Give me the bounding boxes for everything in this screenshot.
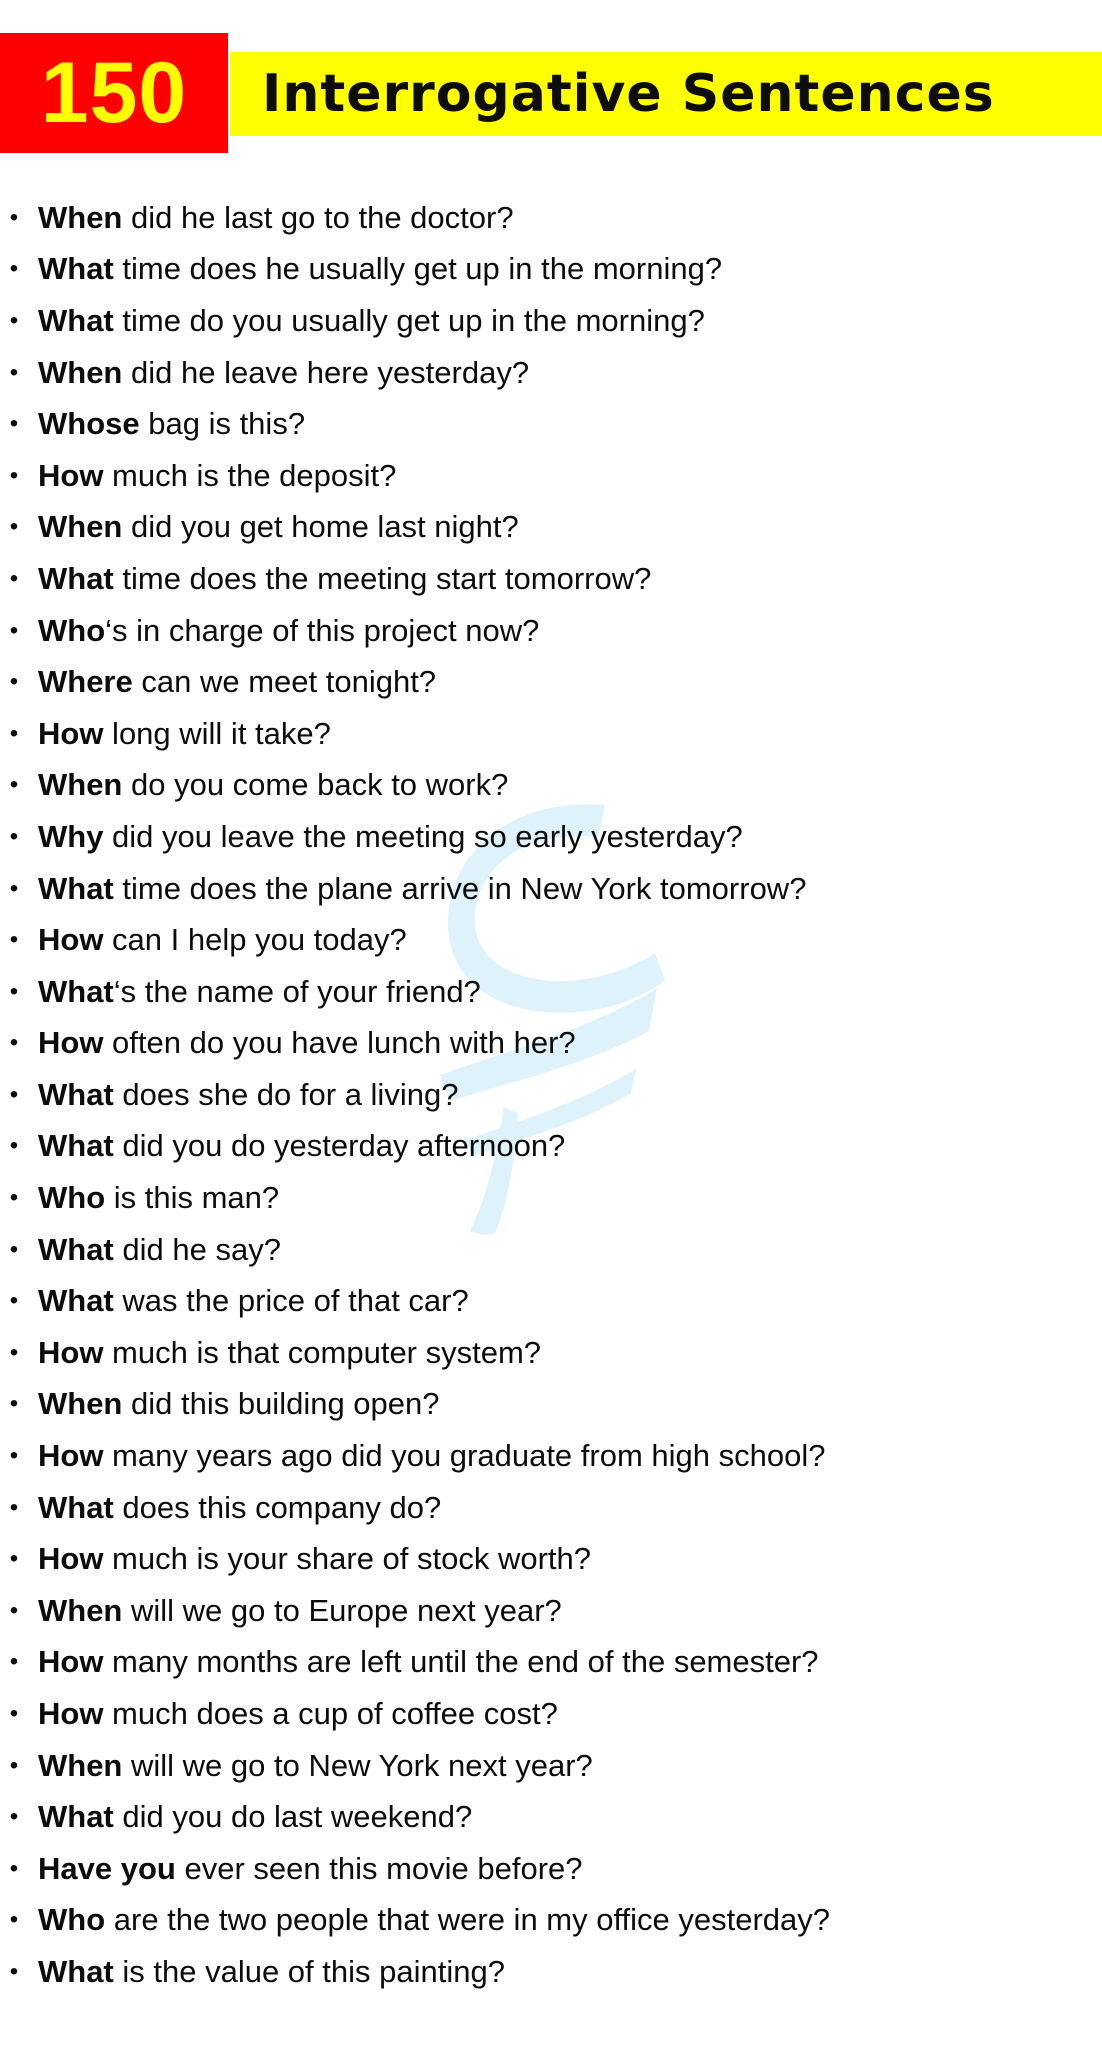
question-rest: time does the plane arrive in New York tomorrow? (113, 870, 807, 906)
bullet-icon: • (9, 1957, 19, 1985)
question-keyword: What (38, 1953, 114, 1989)
question-item (6, 347, 1092, 399)
question-keyword: When (38, 1747, 123, 1783)
question-item (6, 863, 1092, 915)
question-keyword: What (38, 302, 114, 338)
question-keyword: When (38, 354, 123, 390)
question-rest: time does the meeting start tomorrow? (113, 560, 652, 596)
bullet-icon: • (9, 1132, 19, 1160)
question-item (6, 1533, 1092, 1585)
question-item (6, 450, 1092, 502)
question-list (6, 192, 1092, 1998)
question-keyword: Who (38, 1180, 106, 1216)
question-rest: many years ago did you graduate from high school? (103, 1438, 826, 1474)
count-label: 150 (40, 45, 188, 141)
bullet-icon: • (9, 203, 19, 231)
question-item (6, 966, 1092, 1018)
question-keyword: When (38, 199, 123, 235)
bullet-icon: • (9, 1338, 19, 1366)
question-item (6, 1791, 1092, 1843)
bullet-icon: • (9, 1184, 19, 1212)
question-rest: ‘s in charge of this project now? (105, 612, 540, 648)
bullet-icon: • (9, 1493, 19, 1521)
question-item (6, 1224, 1092, 1276)
bullet-icon: • (9, 1080, 19, 1108)
question-keyword: How (38, 715, 104, 751)
bullet-icon: • (9, 926, 19, 954)
question-keyword: When (38, 1386, 123, 1422)
question-rest: can we meet tonight? (132, 664, 437, 700)
question-item (6, 1327, 1092, 1379)
question-item (6, 1637, 1092, 1689)
question-keyword: When (38, 767, 123, 803)
question-rest: many months are left until the end of the semester? (103, 1644, 819, 1680)
question-keyword: What (38, 1489, 114, 1525)
question-rest: does she do for a living? (113, 1076, 459, 1112)
question-item (6, 1482, 1092, 1534)
question-item (6, 811, 1092, 863)
question-keyword: What (38, 1231, 114, 1267)
question-keyword: When (38, 509, 123, 545)
question-rest: will we go to New York next year? (122, 1747, 593, 1783)
question-rest: much does a cup of coffee cost? (103, 1696, 558, 1732)
question-keyword: What (38, 973, 114, 1009)
question-item (6, 192, 1092, 244)
question-rest: ‘s the name of your friend? (113, 973, 481, 1009)
bullet-icon: • (9, 255, 19, 283)
question-item (6, 1740, 1092, 1792)
question-item (6, 295, 1092, 347)
bullet-icon: • (9, 461, 19, 489)
bullet-icon: • (9, 306, 19, 334)
question-rest: often do you have lunch with her? (103, 1025, 576, 1061)
question-keyword: Who (38, 612, 106, 648)
question-keyword: What (38, 251, 114, 287)
bullet-icon: • (9, 1235, 19, 1263)
question-keyword: When (38, 1592, 123, 1628)
bullet-icon: • (9, 1287, 19, 1315)
bullet-icon: • (9, 668, 19, 696)
bullet-icon: • (9, 1700, 19, 1728)
bullet-icon: • (9, 410, 19, 438)
question-rest: was the price of that car? (113, 1283, 469, 1319)
question-item (6, 1946, 1092, 1998)
bullet-icon: • (9, 1854, 19, 1882)
question-item (6, 1843, 1092, 1895)
question-rest: time do you usually get up in the morning? (113, 302, 705, 338)
question-item (6, 1379, 1092, 1431)
bullet-icon: • (9, 874, 19, 902)
question-rest: did he say? (113, 1231, 281, 1267)
question-item (6, 1069, 1092, 1121)
question-rest: is the value of this painting? (113, 1953, 505, 1989)
title-banner (230, 52, 1102, 136)
count-badge (0, 33, 228, 153)
bullet-icon: • (9, 719, 19, 747)
bullet-icon: • (9, 1751, 19, 1779)
question-keyword: How (38, 457, 104, 493)
question-keyword: How (38, 1696, 104, 1732)
question-keyword: Who (38, 1902, 106, 1938)
question-item (6, 1121, 1092, 1173)
question-keyword: How (38, 1438, 104, 1474)
question-keyword: How (38, 1644, 104, 1680)
bullet-icon: • (9, 822, 19, 850)
question-keyword: Where (38, 664, 133, 700)
question-item (6, 502, 1092, 554)
question-item (6, 760, 1092, 812)
question-rest: will we go to Europe next year? (122, 1592, 562, 1628)
question-keyword: What (38, 1128, 114, 1164)
bullet-icon: • (9, 616, 19, 644)
question-item (6, 1688, 1092, 1740)
bullet-icon: • (9, 1390, 19, 1418)
question-rest: did you do yesterday afternoon? (113, 1128, 566, 1164)
question-rest: is this man? (105, 1180, 280, 1216)
bullet-icon: • (9, 1545, 19, 1573)
question-keyword: What (38, 1283, 114, 1319)
question-rest: did he last go to the doctor? (122, 199, 514, 235)
bullet-icon: • (9, 1442, 19, 1470)
question-rest: much is that computer system? (103, 1334, 542, 1370)
question-keyword: How (38, 1334, 104, 1370)
question-item (6, 1585, 1092, 1637)
question-keyword: What (38, 1076, 114, 1112)
question-rest: did he leave here yesterday? (122, 354, 530, 390)
question-item (6, 914, 1092, 966)
question-item (6, 1895, 1092, 1947)
question-rest: are the two people that were in my office yesterday? (105, 1902, 831, 1938)
bullet-icon: • (9, 1648, 19, 1676)
question-rest: did you do last weekend? (113, 1799, 473, 1835)
question-keyword: How (38, 1541, 104, 1577)
question-keyword: How (38, 1025, 104, 1061)
bullet-icon: • (9, 1029, 19, 1057)
question-keyword: Have you (38, 1850, 176, 1886)
question-keyword: Why (38, 818, 104, 854)
question-rest: did you get home last night? (122, 509, 519, 545)
bullet-icon: • (9, 771, 19, 799)
question-rest: time does he usually get up in the morning? (113, 251, 723, 287)
question-item (6, 1275, 1092, 1327)
bullet-icon: • (9, 564, 19, 592)
bullet-icon: • (9, 1596, 19, 1624)
question-rest: ever seen this movie before? (175, 1850, 583, 1886)
question-keyword: What (38, 560, 114, 596)
question-rest: bag is this? (139, 406, 306, 442)
question-rest: much is your share of stock worth? (103, 1541, 592, 1577)
question-rest: long will it take? (103, 715, 331, 751)
question-item (6, 656, 1092, 708)
question-item (6, 1430, 1092, 1482)
question-rest: much is the deposit? (103, 457, 397, 493)
bullet-icon: • (9, 513, 19, 541)
question-keyword: What (38, 870, 114, 906)
page-title: Interrogative Sentences (262, 64, 995, 124)
question-item (6, 553, 1092, 605)
bullet-icon: • (9, 977, 19, 1005)
question-rest: can I help you today? (103, 922, 407, 958)
question-keyword: How (38, 922, 104, 958)
bullet-icon: • (9, 1906, 19, 1934)
question-item (6, 244, 1092, 296)
question-item (6, 605, 1092, 657)
question-item (6, 1172, 1092, 1224)
question-keyword: Whose (38, 406, 140, 442)
bullet-icon: • (9, 358, 19, 386)
bullet-icon: • (9, 1803, 19, 1831)
question-rest: do you come back to work? (122, 767, 509, 803)
question-keyword: What (38, 1799, 114, 1835)
question-item (6, 708, 1092, 760)
question-rest: does this company do? (113, 1489, 442, 1525)
question-rest: did this building open? (122, 1386, 440, 1422)
question-rest: did you leave the meeting so early yesterday? (103, 818, 743, 854)
question-item (6, 1018, 1092, 1070)
question-item (6, 398, 1092, 450)
